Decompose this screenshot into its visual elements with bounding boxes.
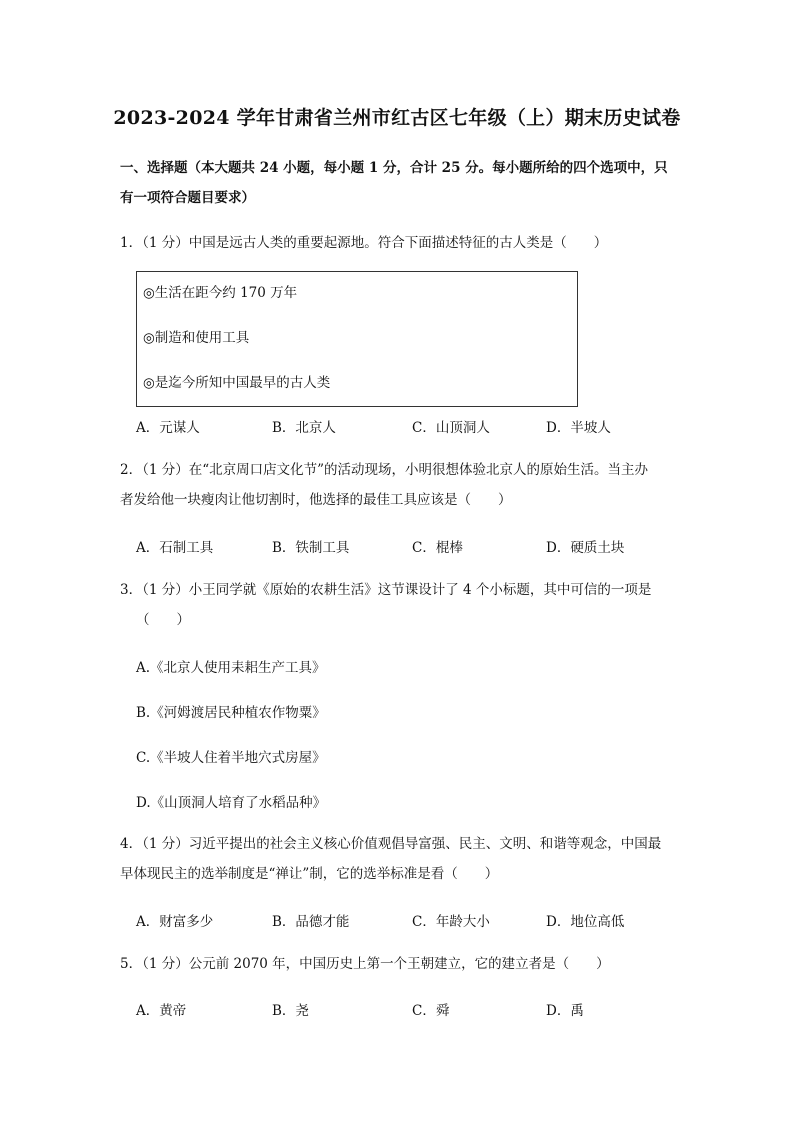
section-heading-line-1: 一、选择题（本大题共 24 小题，每小题 1 分，合计 25 分。每小题所给的四个选项中，只 — [120, 160, 668, 176]
question-2-stem — [120, 455, 680, 515]
feature-line-2: ◎制造和使用工具 — [143, 330, 250, 346]
question-4-line-1: 4．（1 分）习近平提出的社会主义核心价值观倡导富强、民主、文明、和谐等观念，中国最 — [120, 836, 662, 852]
question-2-line-1: 2．（1 分）在“北京周口店文化节”的活动现场，小明很想体验北京人的原始生活。当主办 — [120, 462, 649, 478]
option-b[interactable]: B．品德才能 — [272, 914, 350, 930]
option-b[interactable]: B．铁制工具 — [272, 540, 350, 556]
question-3-option-c[interactable]: C.《半坡人住着半地穴式房屋》 — [136, 750, 326, 766]
option-d[interactable]: D．半坡人 — [546, 420, 611, 436]
question-2-line-2: 者发给他一块瘦肉让他切割时，他选择的最佳工具应该是（ ） — [120, 492, 512, 508]
question-4-options — [136, 910, 696, 932]
question-3-option-d[interactable]: D.《山顶洞人培育了水稻品种》 — [136, 795, 327, 811]
option-a[interactable]: A．元谋人 — [136, 420, 200, 436]
section-heading-line-2: 有一项符合题目要求） — [120, 190, 255, 206]
exam-title: 2023-2024 学年甘肃省兰州市红古区七年级（上）期末历史试卷 — [113, 107, 681, 129]
option-c[interactable]: C．山顶洞人 — [412, 420, 490, 436]
option-a[interactable]: A．黄帝 — [136, 1003, 187, 1019]
question-3-option-a[interactable]: A.《北京人使用耒耜生产工具》 — [136, 660, 326, 676]
feature-line-3: ◎是迄今所知中国最早的古人类 — [143, 375, 331, 391]
section-heading — [120, 153, 680, 213]
question-3-line-1: 3．（1 分）小王同学就《原始的农耕生活》这节课设计了 4 个小标题，其中可信的一项是 — [120, 582, 652, 598]
question-1-options — [136, 416, 696, 438]
option-c[interactable]: C．棍棒 — [412, 540, 463, 556]
option-b[interactable]: B．尧 — [272, 1003, 309, 1019]
option-d[interactable]: D．硬质土块 — [546, 540, 625, 556]
question-2-options — [136, 536, 696, 558]
option-d[interactable]: D．地位高低 — [546, 914, 625, 930]
feature-line-1: ◎生活在距今约 170 万年 — [143, 285, 298, 301]
question-3-option-b[interactable]: B.《河姆渡居民种植农作物粟》 — [136, 705, 326, 721]
option-c[interactable]: C．舜 — [412, 1003, 450, 1019]
question-1-stem: 1．（1 分）中国是远古人类的重要起源地。符合下面描述特征的古人类是（ ） — [120, 235, 608, 251]
question-5-options — [136, 999, 696, 1021]
question-3-line-2: （ ） — [136, 612, 190, 628]
option-a[interactable]: A．石制工具 — [136, 540, 214, 556]
option-b[interactable]: B．北京人 — [272, 420, 336, 436]
option-d[interactable]: D．禹 — [546, 1003, 584, 1019]
question-4-line-2: 早体现民主的选举制度是“禅让”制，它的选举标准是看（ ） — [120, 866, 499, 882]
question-3-stem — [120, 575, 680, 635]
option-c[interactable]: C．年龄大小 — [412, 914, 490, 930]
question-5-stem: 5．（1 分）公元前 2070 年，中国历史上第一个王朝建立，它的建立者是（ ） — [120, 956, 610, 972]
question-1-feature-box — [136, 271, 578, 407]
option-a[interactable]: A．财富多少 — [136, 914, 214, 930]
question-4-stem — [120, 829, 680, 889]
